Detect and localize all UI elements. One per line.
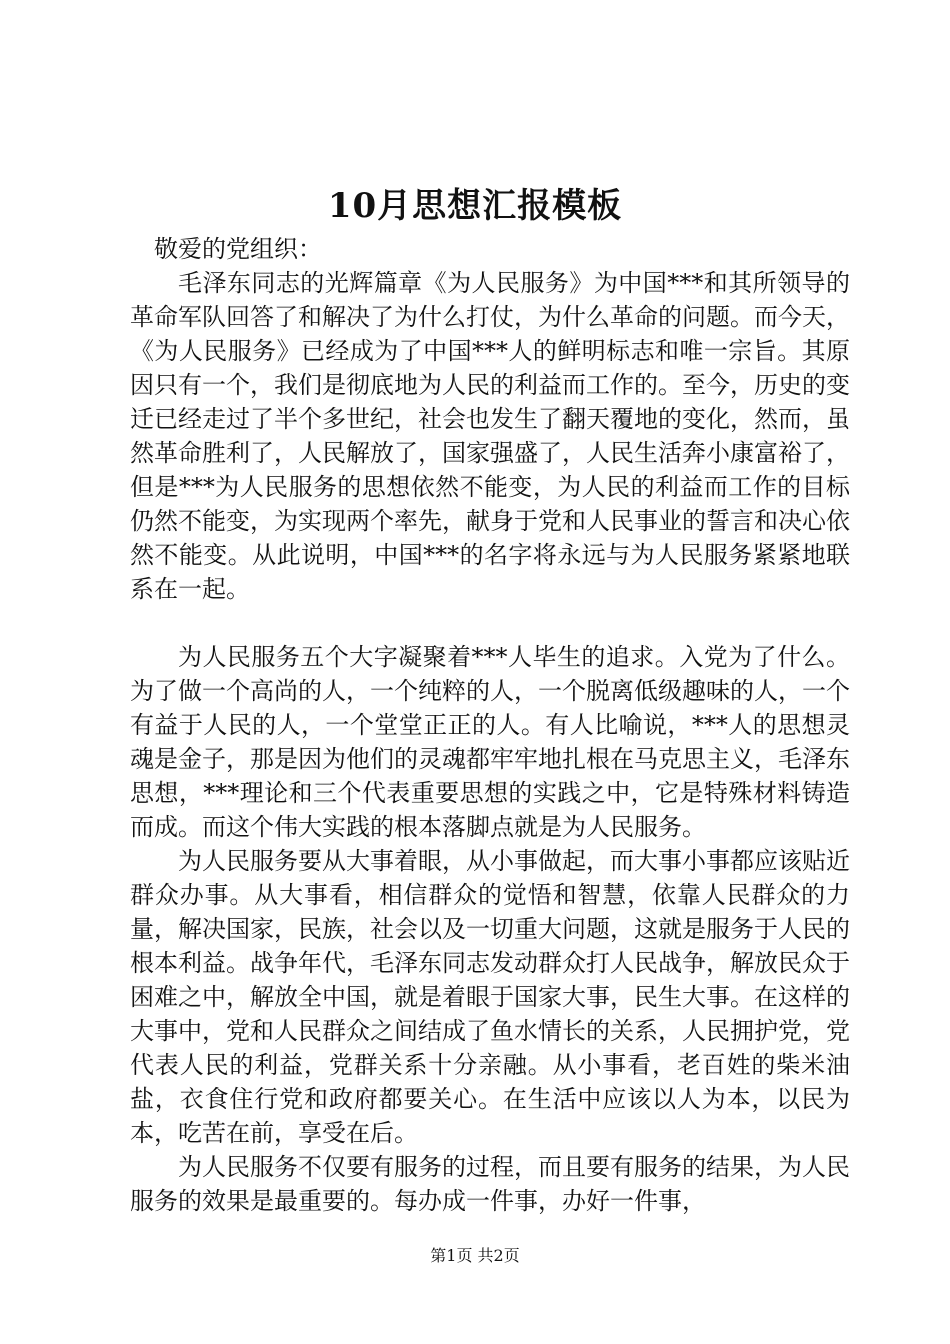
paragraph-1: 毛泽东同志的光辉篇章《为人民服务》为中国***和其所领导的革命军队回答了和解决了为什么打仗，为什么革命的问题。而今天，《为人民服务》已经成为了中国***人的鲜明标志和唯一宗旨。其原因只有一个，我们是彻底地为人民的利益而工作的。至今，历史的变迁已经走过了半个多世纪，社会也发生了翻天覆地的变化，然而，虽然革命胜利了，人民解放了，国家强盛了，人民生活奔小康富裕了，但是***为人民服务的思想依然不能变，为人民的利益而工作的目标仍然不能变，为实现两个率先，献身于党和人民事业的誓言和决心依然不能变。从此说明，中国***的名字将永远与为人民服务紧紧地联系在一起。 <box>130 269 850 603</box>
paragraph-spacer <box>130 606 850 640</box>
paragraph-2: 为人民服务五个大字凝聚着***人毕生的追求。入党为了什么。为了做一个高尚的人，一个纯粹的人，一个脱离低级趣味的人，一个有益于人民的人，一个堂堂正正的人。有人比喻说，***人的思想灵魂是金子，那是因为他们的灵魂都牢牢地扎根在马克思主义，毛泽东思想，***理论和三个代表重要思想的实践之中，它是特殊材料铸造而成。而这个伟大实践的根本落脚点就是为人民服务。 <box>130 643 850 841</box>
page-number-footer: 第1页 共2页 <box>430 1246 520 1265</box>
document-body <box>130 232 850 1218</box>
document-title: 10月思想汇报模板 <box>327 186 623 226</box>
salutation: 敬爱的党组织： <box>154 235 322 263</box>
paragraph-4: 为人民服务不仅要有服务的过程，而且要有服务的结果，为人民服务的效果是最重要的。每办成一件事，办好一件事， <box>130 1153 850 1215</box>
paragraph-3: 为人民服务要从大事着眼，从小事做起，而大事小事都应该贴近群众办事。从大事看，相信群众的觉悟和智慧，依靠人民群众的力量，解决国家，民族，社会以及一切重大问题，这就是服务于人民的根本利益。战争年代，毛泽东同志发动群众打人民战争，解放民众于困难之中，解放全中国，就是着眼于国家大事，民生大事。在这样的大事中，党和人民群众之间结成了鱼水情长的关系，人民拥护党，党代表人民的利益，党群关系十分亲融。从小事看，老百姓的柴米油盐，衣食住行党和政府都要关心。在生活中应该以人为本，以民为本，吃苦在前，享受在后。 <box>130 847 850 1147</box>
